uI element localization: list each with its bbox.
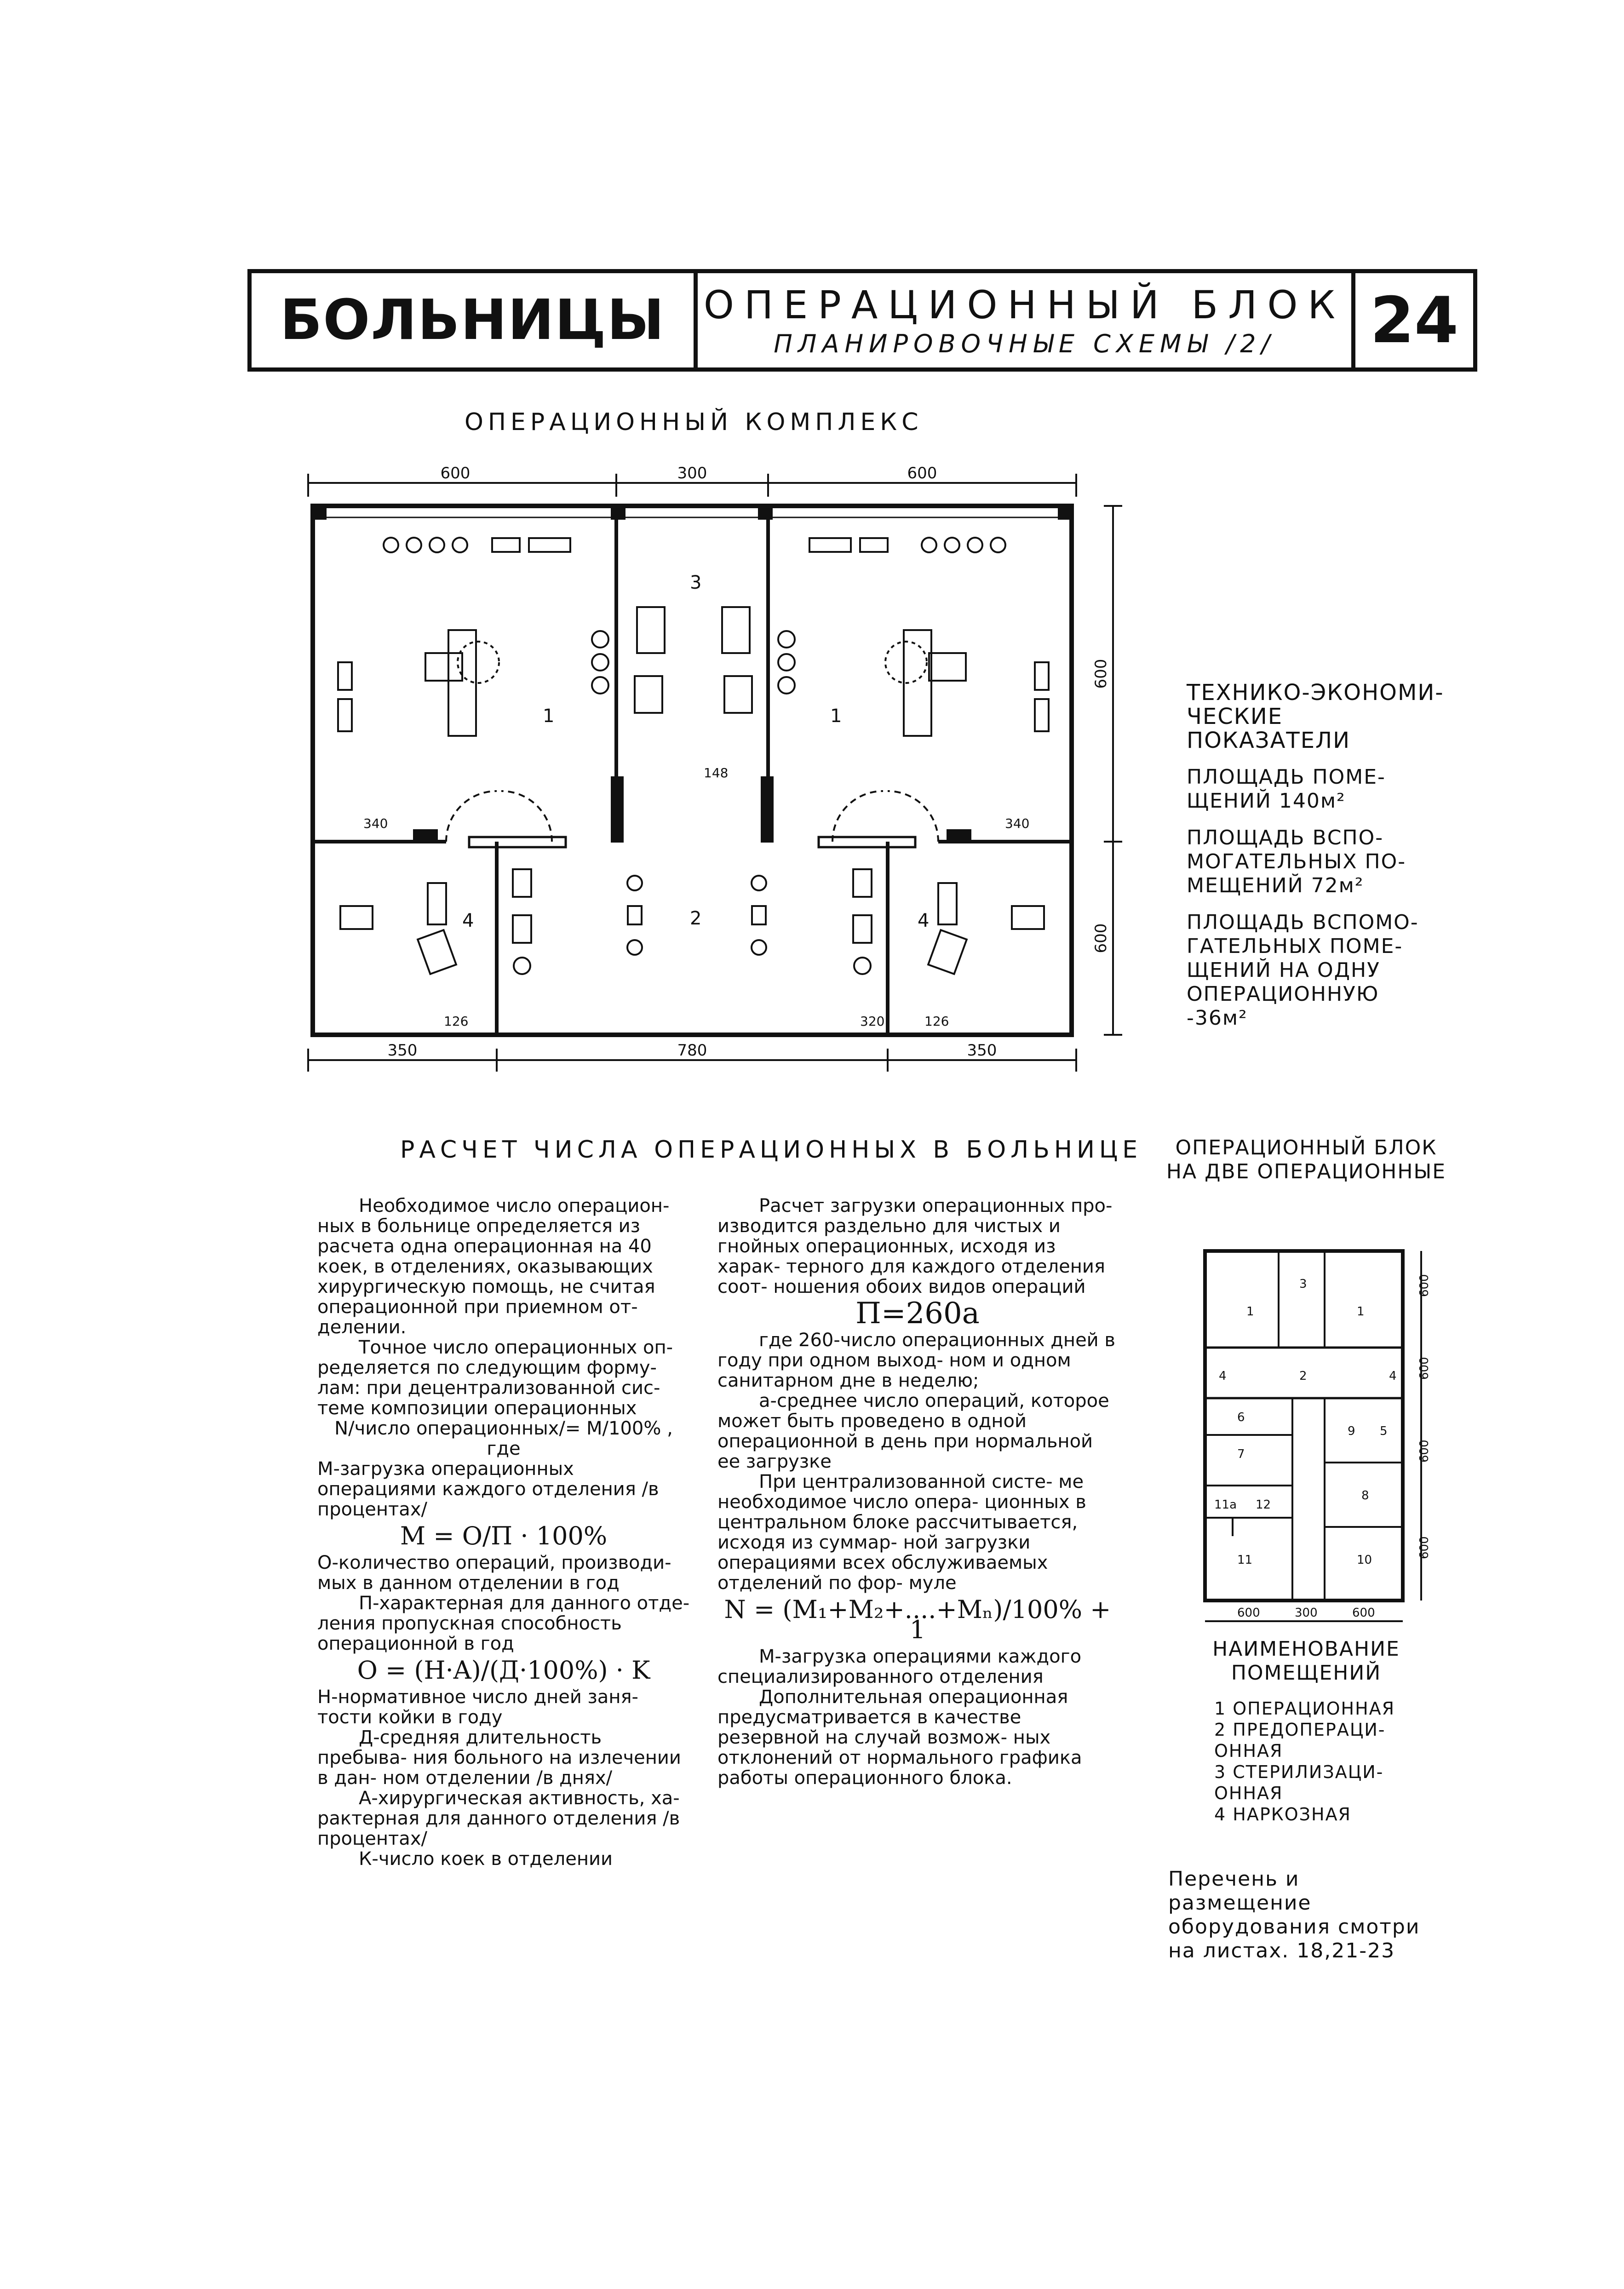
small-dim-right-1: 600 [1417, 1274, 1431, 1297]
dim-bottom-3: 350 [967, 1041, 997, 1060]
room-1-left: 1 [543, 706, 555, 727]
room-4-left: 4 [462, 910, 474, 931]
calc-left-p5: О-количество операций, производи- мых в данном отделении в год [317, 1552, 671, 1594]
indicator-3-label: ПЛОЩАДЬ ВСПОМО- ГАТЕЛЬНЫХ ПОМЕ- ЩЕНИЙ НА ОДНУ ОПЕРАЦИОННУЮ [1187, 911, 1419, 1006]
calc-left-column [317, 1196, 690, 1869]
legend-list [1168, 1698, 1444, 1825]
calc-left-p4: М-загрузка операционных операциями каждого отделения /в процентах/ [317, 1458, 659, 1520]
formula-m: M = O/П · 100% [400, 1521, 608, 1550]
formula-o: O = (H·A)/(Д·100%) · K [357, 1656, 650, 1685]
dim-bottom-1: 350 [387, 1041, 418, 1060]
calc-title: РАСЧЕТ ЧИСЛА ОПЕРАЦИОННЫХ В БОЛЬНИЦЕ [400, 1136, 1142, 1164]
legend-item: 4 НАРКОЗНАЯ [1214, 1804, 1351, 1824]
small-room-6: 6 [1237, 1411, 1245, 1424]
small-dim-right-3: 600 [1417, 1440, 1431, 1463]
dim-inner-340-left: 340 [363, 816, 388, 831]
dim-inner-320: 320 [860, 1014, 885, 1029]
dim-top-2: 300 [677, 464, 707, 482]
calc-right-p2: где 260-число операционных дней в году при одном выход- ном и одном санитарном дне в неделю; [717, 1330, 1115, 1391]
legend-item: 3 СТЕРИЛИЗАЦИ- ОННАЯ [1214, 1762, 1384, 1803]
calc-right-p3: a-среднее число операций, которое может быть проведено в одной операционной в день при нормальной ее загрузке [717, 1390, 1109, 1472]
calc-left-p2: Точное число операционных оп- ределяется по следующим форму- лам: при децентрализованной сис- теме композиции операционных [317, 1337, 673, 1419]
small-dim-bottom-3: 600 [1352, 1606, 1375, 1620]
indicator-2 [1187, 826, 1444, 898]
indicator-3 [1187, 911, 1444, 1030]
operating-complex-plan [294, 455, 1131, 1085]
small-room-9: 9 [1348, 1424, 1355, 1438]
indicators-block [1187, 681, 1444, 1043]
legend-title: НАИМЕНОВАНИЕ ПОМЕЩЕНИЙ [1212, 1637, 1400, 1685]
room-2: 2 [690, 908, 702, 929]
small-dim-right-2: 600 [1417, 1357, 1431, 1380]
indicator-1 [1187, 765, 1444, 813]
small-room-5: 5 [1380, 1424, 1388, 1438]
calc-left-p7: Н-нормативное число дней заня- тости койки в году [317, 1687, 638, 1728]
calc-right-p5: М-загрузка операциями каждого специализированного отделения [717, 1646, 1082, 1687]
calc-left-p1: Необходимое число операцион- ных в больнице определяется из расчета одна операционная на 40 коек, в отделениях, оказывающих хирургическую помощь, не считая операционной при приемном от- делении. [317, 1195, 670, 1338]
sheet-title: ОПЕРАЦИОННЫЙ БЛОК [703, 282, 1346, 327]
calc-left-p3: N/число операционных/= M/100% , где [334, 1418, 673, 1459]
legend-item: 2 ПРЕДОПЕРАЦИ- ОННАЯ [1214, 1720, 1386, 1761]
calc-left-p9: А-хирургическая активность, ха- рактерная для данного отделения /в процентах/ [317, 1788, 680, 1849]
small-room-7: 7 [1237, 1447, 1245, 1461]
dim-right-1: 600 [1092, 659, 1110, 689]
dim-inner-148: 148 [704, 765, 729, 780]
sheet-header [247, 269, 1477, 372]
calc-left-p6: П-характерная для данного отде- ления пропускная способность операционной в год [317, 1593, 690, 1654]
small-dim-bottom-2: 300 [1295, 1606, 1318, 1620]
legend-item: 1 ОПЕРАЦИОННАЯ [1214, 1698, 1395, 1719]
calc-left-p8: Д-средняя длительность пребыва- ния больного на излечении в дан- ном отделении /в днях/ [317, 1727, 681, 1789]
small-dim-right-4: 600 [1417, 1536, 1431, 1559]
sheet-title-block [698, 273, 1355, 367]
dim-top-1: 600 [440, 464, 471, 482]
room-1-right: 1 [830, 706, 842, 727]
formula-p: П=260a [855, 1297, 980, 1331]
dim-bottom-2: 780 [677, 1041, 707, 1060]
calc-right-p4: При централизованной систе- ме необходимое число опера- ционных в центральном блоке рассчитывается, исходя из суммар- ной загрузки операциями всех обслуживаемых отделений по фор- муле [717, 1471, 1086, 1594]
dim-inner-340-right: 340 [1005, 816, 1030, 831]
dim-inner-126-right: 126 [924, 1014, 949, 1029]
calc-left-p10: К-число коек в отделении [359, 1848, 613, 1870]
formula-n: N = (M₁+M₂+....+Mₙ)/100% + 1 [724, 1595, 1111, 1644]
small-room-8: 8 [1361, 1489, 1369, 1503]
dim-inner-126-left: 126 [444, 1014, 469, 1029]
small-room-11: 11 [1237, 1553, 1253, 1567]
indicators-title: ТЕХНИКО-ЭКОНОМИ-ЧЕСКИЕ ПОКАЗАТЕЛИ [1187, 680, 1444, 753]
calc-right-p6: Дополнительная операционная предусматривается в качестве резервной на случай возмож- ных отклонений от нормального графика работы операционного блока. [717, 1687, 1082, 1789]
plan-title: ОПЕРАЦИОННЫЙ КОМПЛЕКС [465, 408, 923, 436]
section-title: БОЛЬНИЦЫ [252, 273, 698, 367]
sheet-subtitle: ПЛАНИРОВОЧНЫЕ СХЕМЫ /2/ [774, 329, 1275, 358]
small-dim-bottom-1: 600 [1237, 1606, 1260, 1620]
page-number: 24 [1370, 283, 1459, 357]
indicator-2-label: ПЛОЩАДЬ ВСПО- МОГАТЕЛЬНЫХ ПО- МЕЩЕНИЙ [1187, 826, 1406, 897]
calc-right-p1: Расчет загрузки операционных про- изводится раздельно для чистых и гнойных операционных, исходя из харак- терного для каждого отделения соот- ношения обоих видов операций [717, 1195, 1113, 1297]
small-room-12: 12 [1256, 1498, 1271, 1512]
small-room-4-left: 4 [1219, 1369, 1227, 1383]
indicator-3-value: -36м² [1187, 1006, 1248, 1030]
small-room-10: 10 [1357, 1553, 1372, 1567]
small-room-1-right: 1 [1357, 1305, 1365, 1319]
room-legend [1168, 1637, 1444, 1825]
small-plan-title: ОПЕРАЦИОННЫЙ БЛОК НА ДВЕ ОПЕРАЦИОННЫЕ [1166, 1136, 1446, 1183]
small-room-3: 3 [1299, 1277, 1307, 1291]
small-room-2: 2 [1299, 1369, 1307, 1383]
calc-right-column [717, 1196, 1118, 1788]
indicator-1-value: 140м² [1279, 789, 1346, 813]
room-4-right: 4 [918, 910, 930, 931]
small-room-1-left: 1 [1246, 1305, 1254, 1319]
two-operating-block-plan [1187, 1242, 1444, 1637]
equipment-note: Перечень и размещение оборудования смотри на листах. 18,21-23 [1168, 1867, 1420, 1962]
room-3: 3 [690, 572, 702, 593]
dim-right-2: 600 [1092, 923, 1110, 953]
dim-top-3: 600 [907, 464, 937, 482]
indicator-2-value: 72м² [1311, 874, 1364, 897]
indicator-1-label: ПЛОЩАДЬ ПОМЕ- ЩЕНИЙ [1187, 765, 1386, 813]
small-room-11a: 11а [1214, 1498, 1237, 1512]
small-room-4-right: 4 [1389, 1369, 1397, 1383]
